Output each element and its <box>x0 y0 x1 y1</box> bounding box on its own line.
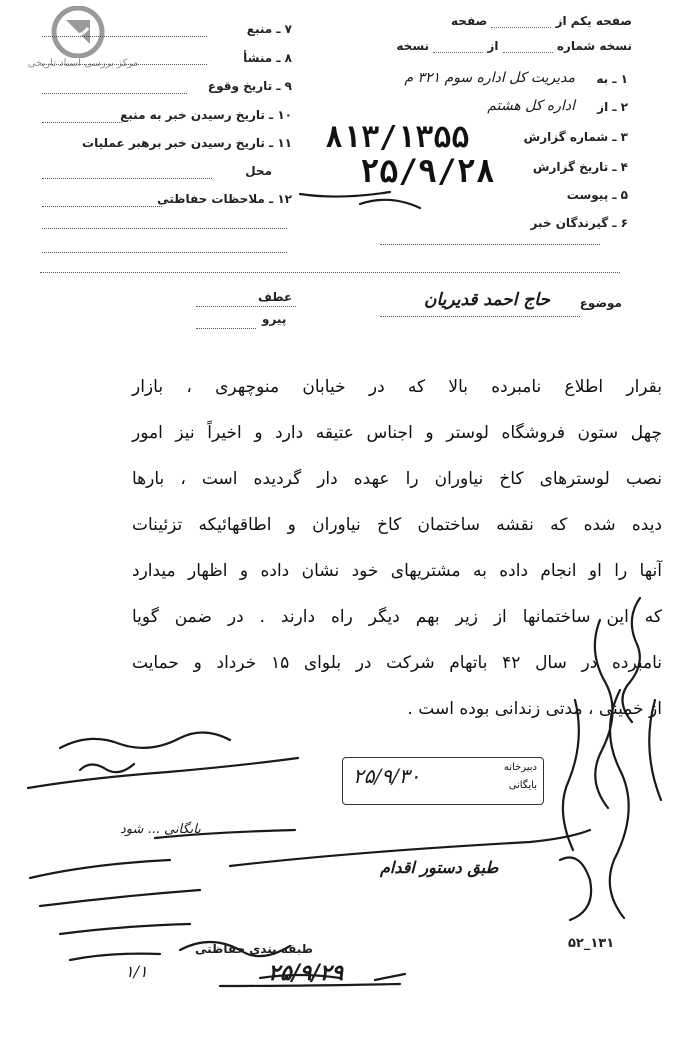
field-report-number: ۳ ـ شماره گزارش <box>523 130 628 144</box>
field-report-date: ۴ ـ تاریخ گزارش <box>532 160 628 174</box>
body-line-5: آنها را او انجام داده به مشتریهای خود نشان داده و اظهار میدارد <box>132 561 662 581</box>
stamp-line-2: بایگانی <box>508 780 537 791</box>
archive-logo-text: مرکز بررسی اسناد تاریخی <box>27 58 139 69</box>
field-recipients: ۶ ـ گیرندگان خبر <box>530 216 628 230</box>
body-line-4: دیده شده که نقشه ساختمان کاخ نیاوران و اطاقهائیکه تزئینات <box>132 515 662 535</box>
stamp-number: ۲۵/۹/۳۰ <box>353 764 421 788</box>
field-attachment: ۵ ـ پیوست <box>566 188 628 202</box>
field-ops-received: ۱۱ ـ تاریخ رسیدن خبر برهبر عملیات <box>82 136 292 150</box>
subject-value: حاج احمد قدیریان <box>423 290 550 310</box>
body-line-2: چهل ستون فروشگاه لوستر و اجناس عتیقه دارد و اخیراً نیز امور <box>132 423 662 443</box>
page-code: ۵۲_۱۳۱ <box>568 936 615 951</box>
field-origin: ۸ ـ منشأ <box>243 51 292 65</box>
body-line-6: که این ساختمانها از زیر بهم دیگر راه دارند . در ضمن گویا <box>132 607 662 627</box>
ref-atf-label: عطف <box>258 290 293 304</box>
body-line-1: بقرار اطلاع نامبرده بالا که در خیابان منوچهری ، بازار <box>132 377 662 397</box>
handwriting-note-mid: طبق دستور اقدام <box>380 858 499 877</box>
field-to-value: مدیریت کل اداره سوم ۳۲۱ م <box>404 70 575 86</box>
field-from-value: اداره کل هشتم <box>487 98 575 114</box>
copy-number-label: نسخه شماره از نسخه <box>396 39 632 53</box>
body-line-8: از خمینی ، مدتی زندانی بوده است . <box>407 699 662 719</box>
ref-peyro-label: پیرو <box>262 312 287 326</box>
report-number-value: ۸۱۳/۱۳۵۵ <box>325 120 470 155</box>
field-source: ۷ ـ منبع <box>246 22 292 36</box>
body-line-7: نامبرده در سال ۴۲ باتهام شرکت در بلوای ۱۵ خرداد و حمایت <box>132 653 662 673</box>
handwriting-date: ۲۵/۹/۲۹ <box>268 960 344 986</box>
security-classification-label: طبقه بندی حفاظتی <box>195 942 313 956</box>
field-from: ۲ ـ از <box>597 100 628 114</box>
page-of-label: صفحه یکم از صفحه <box>451 14 632 28</box>
fraction-number: ۱/۱ <box>125 962 148 981</box>
subject-label: موضوع <box>579 296 622 310</box>
handwriting-note-top: بایگانی ... شود <box>120 822 201 837</box>
field-source-received: ۱۰ ـ تاریخ رسیدن خبر به منبع <box>120 108 292 122</box>
stamp-line-1: دبیرخانه <box>503 762 537 773</box>
field-occurrence-date: ۹ ـ تاریخ وقوع <box>207 79 292 93</box>
field-location: محل <box>245 164 272 178</box>
body-line-3: نصب لوسترهای کاخ نیاوران را عهده دار گردیده است ، بارها <box>132 469 662 489</box>
field-to: ۱ ـ به <box>596 72 628 86</box>
field-security-notes: ۱۲ ـ ملاحظات حفاظتی <box>157 192 292 206</box>
report-date-value: ۲۵/۹/۲۸ <box>360 152 495 190</box>
